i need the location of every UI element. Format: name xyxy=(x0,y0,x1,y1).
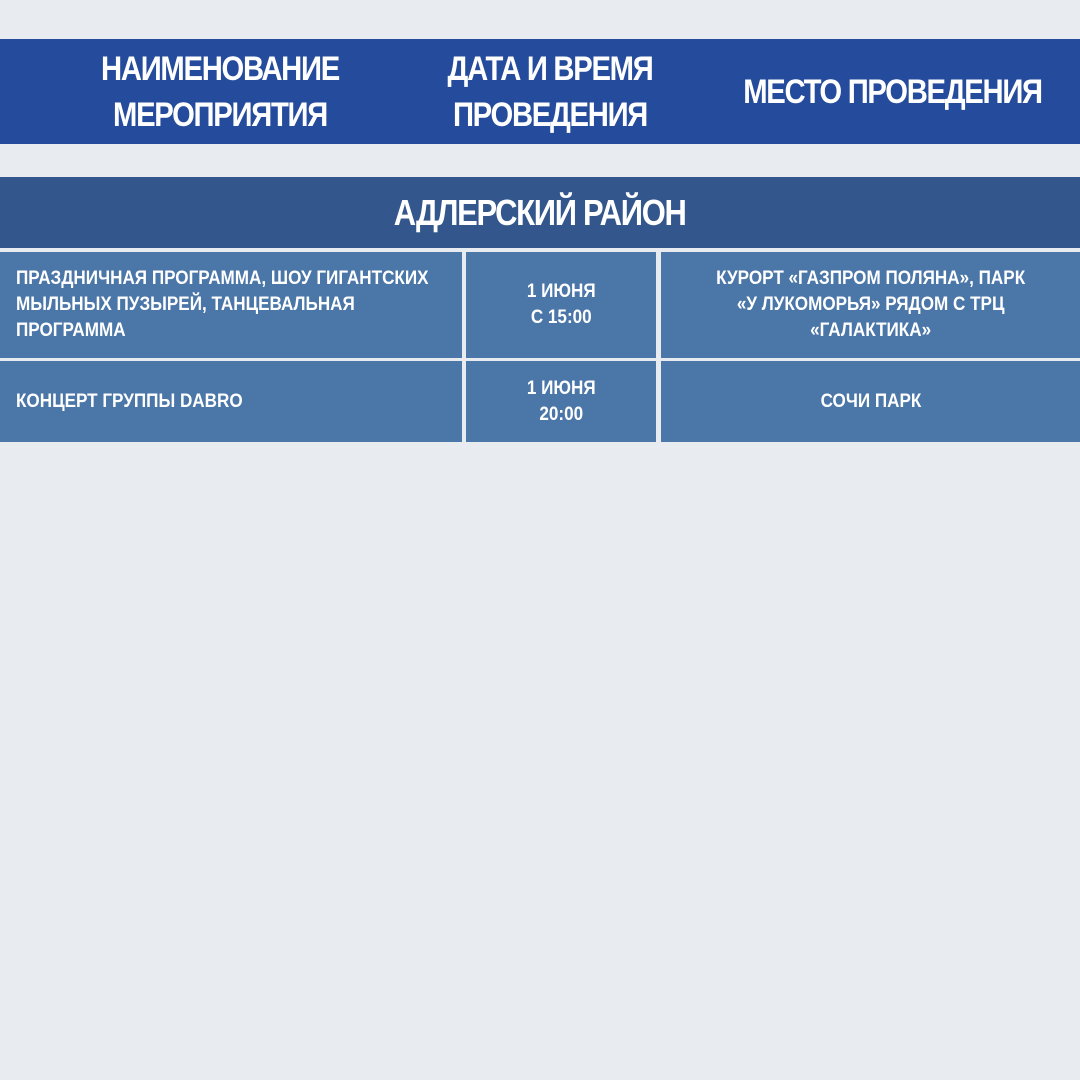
event-name-cell xyxy=(0,361,462,442)
event-date-line: 1 ИЮНЯ xyxy=(526,281,596,302)
event-date-line: 1 ИЮНЯ xyxy=(526,377,596,399)
column-header-venue xyxy=(718,39,1066,144)
column-header-line: ПРОВЕДЕНИЯ xyxy=(452,95,648,134)
column-header-event-name xyxy=(31,39,409,144)
event-venue-line: «У ЛУКОМОРЬЯ» РЯДОМ С ТРЦ xyxy=(736,294,1005,315)
event-venue-cell xyxy=(661,361,1080,442)
column-header-date-time xyxy=(447,39,653,144)
event-venue-line: СОЧИ ПАРК xyxy=(820,390,921,412)
table-header xyxy=(0,39,1080,144)
event-date-cell xyxy=(466,361,656,442)
event-venue-cell xyxy=(661,252,1080,358)
event-venue-line: КУРОРТ «ГАЗПРОМ ПОЛЯНА», ПАРК xyxy=(716,268,1025,289)
district-banner xyxy=(0,177,1080,248)
event-date-cell xyxy=(466,252,656,358)
event-name-line: КОНЦЕРТ ГРУППЫ DABRO xyxy=(16,390,243,412)
column-header-line: МЕРОПРИЯТИЯ xyxy=(112,95,327,134)
event-name-cell xyxy=(0,252,462,358)
column-header-line: НАИМЕНОВАНИЕ xyxy=(101,49,339,88)
column-header-line: МЕСТО ПРОВЕДЕНИЯ xyxy=(743,72,1042,111)
event-name-line: ПРАЗДНИЧНАЯ ПРОГРАММА, ШОУ ГИГАНТСКИХ xyxy=(16,268,429,289)
event-time-line: С 15:00 xyxy=(530,307,592,328)
district-title: АДЛЕРСКИЙ РАЙОН xyxy=(394,191,686,233)
column-header-line: ДАТА И ВРЕМЯ xyxy=(447,49,653,88)
event-name-line: ПРОГРАММА xyxy=(16,320,126,341)
event-name-line: МЫЛЬНЫХ ПУЗЫРЕЙ, ТАНЦЕВАЛЬНАЯ xyxy=(16,294,355,315)
event-venue-line: «ГАЛАКТИКА» xyxy=(810,320,931,341)
event-time-line: 20:00 xyxy=(539,403,583,425)
